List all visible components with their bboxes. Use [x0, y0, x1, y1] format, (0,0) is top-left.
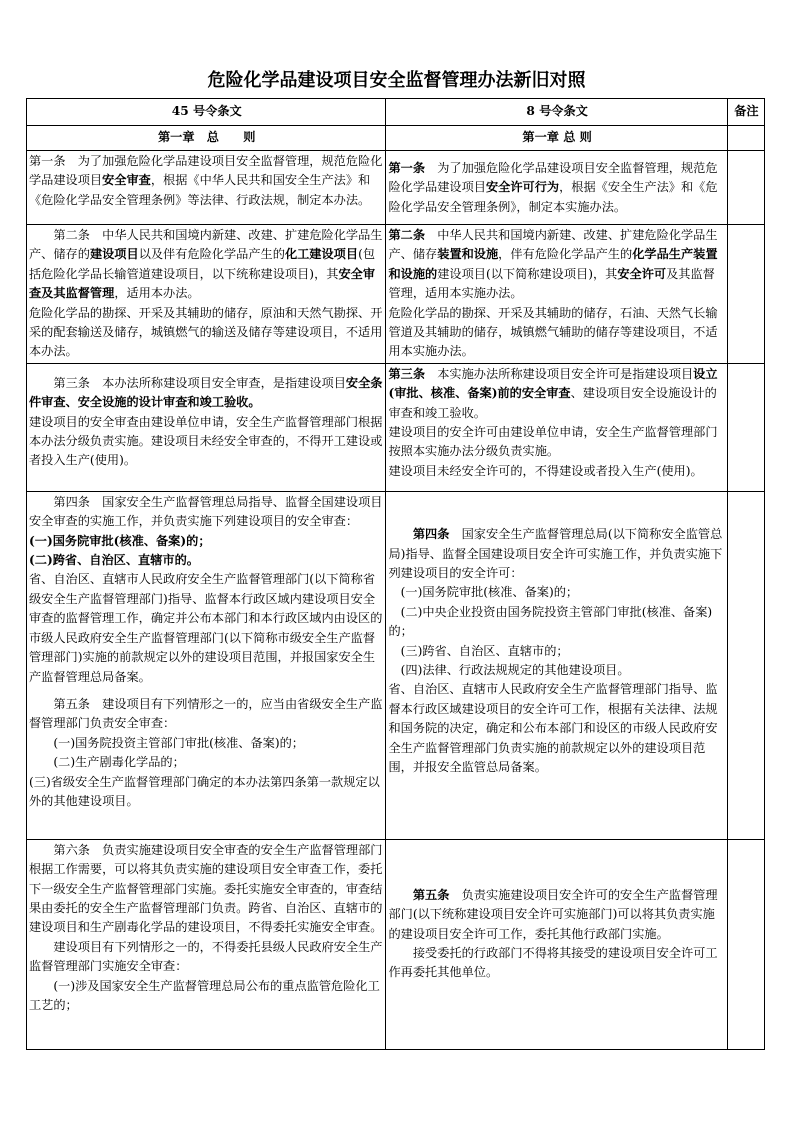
chapter-right: 第一章 总 则: [386, 126, 727, 151]
page-title: 危险化学品建设项目安全监督管理办法新旧对照: [207, 70, 586, 91]
header-col-45: 45 号令条文: [27, 99, 386, 126]
table-header-row: [27, 99, 765, 126]
chapter-remark: [727, 126, 764, 151]
header-col-remark: 备注: [727, 99, 764, 126]
chapter-left: 第一章 总 则: [27, 126, 386, 151]
table-row: [27, 151, 765, 225]
article-5-new: 第五条 负责实施建设项目安全许可的安全生产监督管理部门(以下统称建设项目安全许可实施部门)可以将其负责实施的建设项目安全许可工作，委托其他行政部门实施。 接受委托的行政部门不得将其接受的建设项目安全许可工作再委托其他单位。: [386, 839, 727, 1049]
header-col-8: 8 号令条文: [386, 99, 727, 126]
table-row: [27, 491, 765, 839]
table-row: [27, 225, 765, 364]
table-row: [27, 839, 765, 1049]
article-4-remark: [727, 491, 764, 839]
article-5-remark: [727, 839, 764, 1049]
article-4-5-old: 第四条 国家安全生产监督管理总局指导、监督全国建设项目安全审查的实施工作，并负责实施下列建设项目的安全审查： (一)国务院审批(核准、备案)的； (二)跨省、自治区、直辖市的。 省、自治区、直辖市人民政府安全生产监督管理部门(以下简称省级安全生产监督管理部门)指导、监督本行政区域内建设项目安全审查的监督管理工作，确定并公布本部门和本行政区域内由设区的市级人民政府安全生产监督管理部门(以下简称市级安全生产监督管理部门)实施的前款规定以外的建设项目范围，并报国家安全生产监督管理总局备案。 第五条 建设项目有下列情形之一的，应当由省级安全生产监督管理部门负责安全审查： (一)国务院投资主管部门审批(核准、备案)的； (二)生产剧毒化学品的； (三)省级安全生产监督管理部门确定的本办法第四条第一款规定以外的其他建设项目。: [27, 491, 386, 839]
article-1-new: 第一条 为了加强危险化学品建设项目安全监督管理，规范危险化学品建设项目安全许可行为，根据《安全生产法》和《危险化学品安全管理条例》，制定本实施办法。: [386, 151, 727, 225]
article-2-old: 第二条 中华人民共和国境内新建、改建、扩建危险化学品生产、储存的建设项目以及伴有危险化学品产生的化工建设项目(包括危险化学品长输管道建设项目，以下统称建设项目)，其安全审查及其监督管理，适用本办法。 危险化学品的勘探、开采及其辅助的储存，原油和天然气勘探、开采的配套输送及储存，城镇燃气的输送及储存等建设项目，不适用本办法。: [27, 225, 386, 364]
chapter-row: [27, 126, 765, 151]
article-3-remark: [727, 363, 764, 491]
comparison-table: [26, 98, 765, 1050]
article-3-new: 第三条 本实施办法所称建设项目安全许可是指建设项目设立(审批、核准、备案)前的安全审查、建设项目安全设施设计的审查和竣工验收。 建设项目的安全许可由建设单位申请，安全生产监督管理部门按照本实施办法分级负责实施。 建设项目未经安全许可的，不得建设或者投入生产(使用)。: [386, 363, 727, 491]
article-2-remark: [727, 225, 764, 364]
article-4-new: 第四条 国家安全生产监督管理总局(以下简称安全监管总局)指导、监督全国建设项目安全许可实施工作，并负责实施下列建设项目的安全许可： (一)国务院审批(核准、备案)的； (二)中央企业投资由国务院投资主管部门审批(核准、备案)的； (三)跨省、自治区、直辖市的； (四)法律、行政法规规定的其他建设项目。 省、自治区、直辖市人民政府安全生产监督管理部门指导、监督本行政区域建设项目的安全许可工作，根据有关法律、法规和国务院的决定，确定和公布本部门和设区的市级人民政府安全生产监督管理部门负责实施的前款规定以外的建设项目范围，并报安全监管总局备案。: [386, 491, 727, 839]
article-2-new: 第二条 中华人民共和国境内新建、改建、扩建危险化学品生产、储存装置和设施，伴有危险化学品产生的化学品生产装置和设施的建设项目(以下简称建设项目)，其安全许可及其监督管理，适用本实施办法。 危险化学品的勘探、开采及其辅助的储存，石油、天然气长输管道及其辅助的储存，城镇燃气辅助的储存等建设项目，不适用本实施办法。: [386, 225, 727, 364]
table-row: [27, 363, 765, 491]
article-1-old: 第一条 为了加强危险化学品建设项目安全监督管理，规范危险化学品建设项目安全审查，根据《中华人民共和国安全生产法》和《危险化学品安全管理条例》等法律、行政法规，制定本办法。: [27, 151, 386, 225]
article-1-remark: [727, 151, 764, 225]
article-6-old: 第六条 负责实施建设项目安全审查的安全生产监督管理部门根据工作需要，可以将其负责实施的建设项目安全审查工作，委托下一级安全生产监督管理部门实施。委托实施安全审查的，审查结果由委托的安全生产监督管理部门负责。跨省、自治区、直辖市的建设项目和生产剧毒化学品的建设项目，不得委托实施安全审查。 建设项目有下列情形之一的，不得委托县级人民政府安全生产监督管理部门实施安全审查： (一)涉及国家安全生产监督管理总局公布的重点监管危险化工工艺的；: [27, 839, 386, 1049]
article-3-old: 第三条 本办法所称建设项目安全审查，是指建设项目安全条件审查、安全设施的设计审查和竣工验收。 建设项目的安全审查由建设单位申请，安全生产监督管理部门根据本办法分级负责实施。建设项目未经安全审查的，不得开工建设或者投入生产(使用)。: [27, 363, 386, 491]
